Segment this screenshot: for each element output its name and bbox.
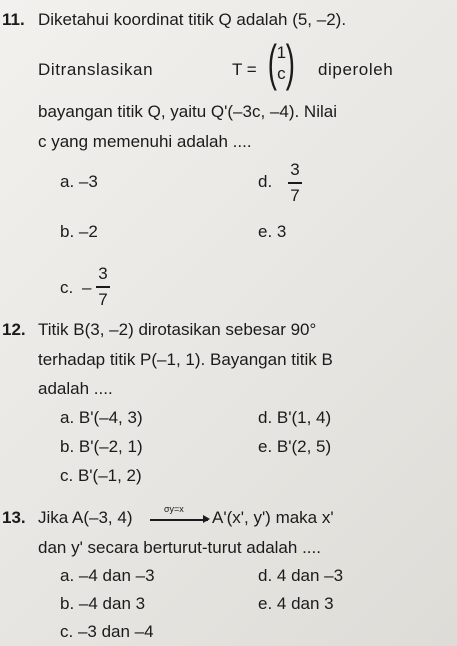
q12-option-a: a. B'(–4, 3) [60,408,143,427]
q12-option-d: d. B'(1, 4) [258,408,332,427]
q11-option-c-sign: – [82,278,92,297]
vector-left-paren: ( [267,35,277,91]
fraction-numerator: 3 [290,160,300,179]
q11-line4: c yang memenuhi adalah .... [38,132,252,151]
q12-option-e: e. B'(2, 5) [258,437,332,456]
q13-line1-post: A'(x', y') maka x' [212,508,334,527]
q13-line2: dan y' secara berturut-turut adalah .... [38,538,321,557]
fraction-denominator: 7 [98,289,108,309]
q12-line2: terhadap titik P(–1, 1). Bayangan titik B [38,350,333,369]
q11-line3: bayangan titik Q, yaitu Q'(–3c, –4). Nilai [38,102,337,121]
q13-option-a: a. –4 dan –3 [60,566,155,585]
q13-option-e: e. 4 dan 3 [258,594,334,613]
q13-line1-pre: Jika A(–3, 4) [38,508,133,527]
fraction-bar [96,286,110,288]
q12-number: 12. [2,320,26,339]
q12-line1: Titik B(3, –2) dirotasikan sebesar 90° [38,320,317,339]
q11-option-b: b. –2 [60,222,98,241]
q11-number: 11. [2,10,25,29]
fraction-bar [288,182,302,184]
fraction-numerator: 3 [98,264,108,283]
q11-option-e: e. 3 [258,222,287,241]
q11-line1: Diketahui koordinat titik Q adalah (5, –2). [38,10,347,29]
fraction-denominator: 7 [290,185,300,205]
q11-option-d-label: d. [258,172,273,191]
q12-option-c: c. B'(–1, 2) [60,466,142,485]
q12-line3: adalah .... [38,379,113,398]
q13-arrow-label: σy=x [164,504,184,514]
q11-option-a: a. –3 [60,172,98,191]
q11-option-c-label: c. [60,278,74,297]
q12-option-b: b. B'(–2, 1) [60,437,143,456]
q13-option-b: b. –4 dan 3 [60,594,146,613]
vector-top: 1 [276,43,287,62]
q11-t-equals: T = [232,60,257,79]
q11-option-c-fraction [96,264,110,310]
q13-option-d: d. 4 dan –3 [258,566,344,585]
q11-line2-post: diperoleh [318,60,394,79]
vector-bottom: c [277,64,286,83]
q11-line2-pre: Ditranslasikan [38,60,154,79]
q11-option-d-fraction [288,160,302,206]
q13-number: 13. [2,508,26,527]
q13-option-c: c. –3 dan –4 [60,622,154,641]
vector-right-paren: ) [285,35,296,91]
mapping-arrow-icon [150,519,208,521]
q11-translation-vector [264,35,299,91]
